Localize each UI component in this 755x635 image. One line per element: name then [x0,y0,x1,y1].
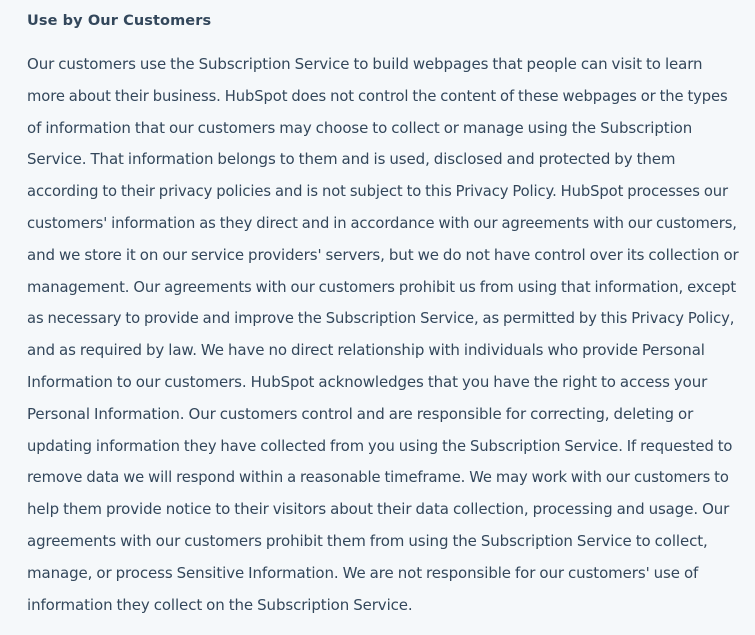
paragraph-line: management. Our agreements with our customers prohibit us from using that information, except [27,278,737,296]
paragraph-line: and we store it on our service providers' servers, but we do not have control over its collection or [27,245,739,264]
paragraph-line: Service. That information belongs to them and is used, disclosed and protected by them [27,150,676,169]
section-paragraph [27,49,739,621]
paragraph-line: according to their privacy policies and is not subject to this Privacy Policy. HubSpot processes our [27,183,728,201]
paragraph-line: of information that our customers may choose to collect or manage using the Subscription [27,118,693,137]
paragraph-line: more about their business. HubSpot does not control the content of these webpages or the types [27,87,728,105]
section-heading: Use by Our Customers [27,13,212,29]
paragraph-line: customers' information as they direct and in accordance with our agreements with our customers, [27,214,737,232]
paragraph-line: help them provide notice to their visitors about their data collection, processing and usage. Our [27,500,730,519]
paragraph-line: Information to our customers. HubSpot acknowledges that you have the right to access your [27,372,708,391]
paragraph-line: information they collect on the Subscription Service. [27,595,413,614]
paragraph-line: as necessary to provide and improve the Subscription Service, as permitted by this Privacy Policy, [27,310,735,328]
paragraph-line: agreements with our customers prohibit them from using the Subscription Service to collect, [27,531,708,550]
paragraph-line: Personal Information. Our customers control and are responsible for correcting, deleting or [27,404,694,423]
paragraph-line: manage, or process Sensitive Information. We are not responsible for our customers' use of [27,563,699,582]
paragraph-line: and as required by law. We have no direct relationship with individuals who provide Personal [27,341,705,360]
paragraph-line: remove data we will respond within a reasonable timeframe. We may work with our customers to [27,469,729,487]
paragraph-line: Our customers use the Subscription Service to build webpages that people can visit to learn [27,55,703,73]
paragraph-line: updating information they have collected from you using the Subscription Service. If requested to [27,437,733,455]
